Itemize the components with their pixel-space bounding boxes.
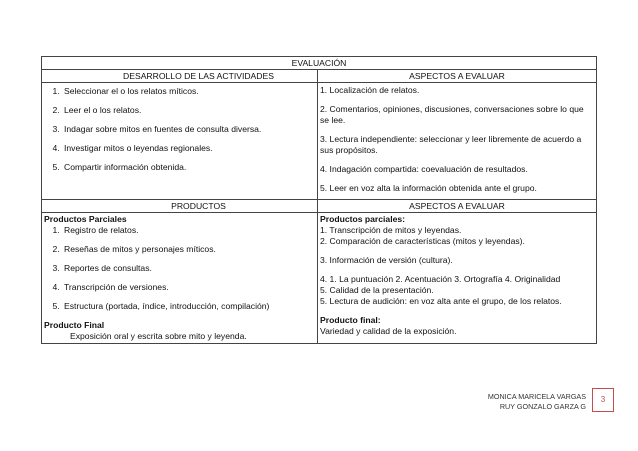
list-item: 1. Registro de relatos. [62,225,315,236]
list-item: 1. Seleccionar el o los relatos míticos. [62,86,315,97]
evaluation-table [41,56,597,344]
list-item: 1. Transcripción de mitos y leyendas. [320,225,462,235]
products-title: Productos Parciales [44,214,127,224]
list-item: 5. Leer en voz alta la información obtenida ante el grupo. [320,183,537,193]
final-product-text: Exposición oral y escrita sobre mito y leyenda. [70,331,247,341]
author-line-1: MONICA MARICELA VARGAS [487,392,586,401]
list-item: 5. Lectura de audición: en voz alta ante el grupo, de los relatos. [320,296,562,306]
aspects-cell [318,83,597,200]
page-number: 3 [592,388,614,412]
aspects-header: ASPECTOS A EVALUAR [318,70,597,83]
final-aspects-title: Producto final: [320,315,381,325]
list-item: 4. Indagación compartida: coevaluación de resultados. [320,164,528,174]
products-aspects-cell [318,213,597,344]
products-cell [42,213,318,344]
list-item: 1. Localización de relatos. [320,85,420,95]
list-item: 3. Indagar sobre mitos en fuentes de consulta diversa. [62,124,315,135]
partial-products-title: Productos parciales: [320,214,406,224]
list-item: 3. Información de versión (cultura). [320,255,453,265]
final-product-title: Producto Final [44,320,105,330]
aspects-header-2: ASPECTOS A EVALUAR [318,200,597,213]
products-list [44,225,315,312]
list-item: 4. 1. La puntuación 2. Acentuación 3. Ortografía 4. Originalidad [320,274,561,284]
list-item: 5. Compartir información obtenida. [62,162,315,173]
list-item: 2. Leer el o los relatos. [62,105,315,116]
table-title: EVALUACIÓN [42,57,597,70]
list-item: 5. Calidad de la presentación. [320,285,434,295]
list-item: 5. Estructura (portada, índice, introducción, compilación) [62,301,315,312]
list-item: 4. Investigar mitos o leyendas regionales. [62,143,315,154]
author-line-2: RUY GONZALO GARZA G [499,402,586,411]
list-item: 2. Comentarios, opiniones, discusiones, conversaciones sobre lo que se lee. [320,104,584,125]
author-footer [440,392,586,412]
list-item: 4. Transcripción de versiones. [62,282,315,293]
final-aspects-text: Variedad y calidad de la exposición. [320,326,457,336]
list-item: 3. Lectura independiente: seleccionar y leer libremente de acuerdo a sus propósitos. [320,134,582,155]
list-item: 3. Reportes de consultas. [62,263,315,274]
list-item: 2. Reseñas de mitos y personajes míticos. [62,244,315,255]
activities-cell [42,83,318,200]
activities-header: DESARROLLO DE LAS ACTIVIDADES [42,70,318,83]
list-item: 2. Comparación de características (mitos y leyendas). [320,236,525,246]
products-header: PRODUCTOS [42,200,318,213]
activities-list [44,86,315,173]
